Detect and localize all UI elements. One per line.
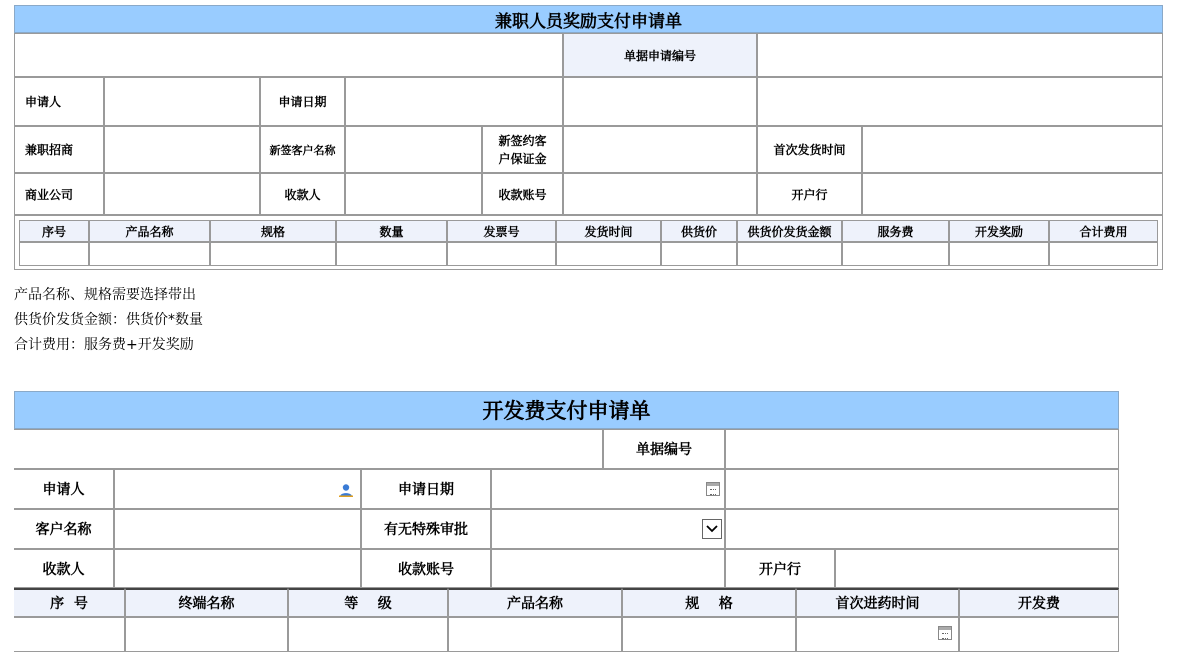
form1-blank-top	[14, 33, 563, 77]
form1-bank-label: 开户行	[757, 173, 862, 215]
form2-doc-no-label: 单据编号	[603, 429, 725, 469]
form1-new-customer-label: 新签客户名称	[260, 126, 345, 173]
form2-col-index: 序 号	[14, 588, 125, 617]
form2-row-first-purchase[interactable]	[796, 617, 959, 652]
user-icon[interactable]	[338, 482, 354, 498]
form2-account-label: 收款账号	[361, 549, 491, 588]
form1-blank-r2a	[563, 77, 757, 126]
form1-row-index[interactable]	[19, 242, 89, 266]
form1-applicant-field[interactable]	[104, 77, 260, 126]
form1-row-total[interactable]	[1049, 242, 1158, 266]
form2-account-field[interactable]	[491, 549, 725, 588]
form2-row-spec[interactable]	[622, 617, 796, 652]
form1-col-spec: 规格	[210, 220, 336, 242]
form2-col-level: 等 级	[288, 588, 448, 617]
form1-bank-field[interactable]	[862, 173, 1163, 215]
form1-row-dev-reward[interactable]	[949, 242, 1049, 266]
form1-merchant-label: 兼职招商	[14, 126, 104, 173]
form1-doc-no-field[interactable]	[757, 33, 1163, 77]
form2-col-first-purchase: 首次进药时间	[796, 588, 959, 617]
form1-col-product: 产品名称	[89, 220, 210, 242]
form2-bank-field[interactable]	[835, 549, 1119, 588]
form1-account-field[interactable]	[563, 173, 757, 215]
form1-deposit-label: 新签约客户保证金	[482, 126, 563, 173]
calendar-icon[interactable]	[706, 482, 720, 496]
form2-row-terminal[interactable]	[125, 617, 288, 652]
form1-col-dev-reward: 开发奖励	[949, 220, 1049, 242]
form1-row-invoice[interactable]	[447, 242, 556, 266]
form1-apply-date-field[interactable]	[345, 77, 563, 126]
form2-apply-date-label: 申请日期	[361, 469, 491, 509]
form2-row-index[interactable]	[14, 617, 125, 652]
form2-doc-no-field[interactable]	[725, 429, 1119, 469]
form2-blank-top	[14, 429, 603, 469]
form2-blank-r2	[725, 469, 1119, 509]
form1-payee-field[interactable]	[345, 173, 482, 215]
chevron-down-icon[interactable]	[702, 519, 722, 539]
form1-row-supply-price[interactable]	[661, 242, 737, 266]
form2-payee-field[interactable]	[114, 549, 361, 588]
form1-account-label: 收款账号	[482, 173, 563, 215]
form1-company-field[interactable]	[104, 173, 260, 215]
form2-payee-label: 收款人	[14, 549, 114, 588]
form2-special-approval-select[interactable]	[491, 509, 725, 549]
form2-blank-r3	[725, 509, 1119, 549]
form2-special-approval-label: 有无特殊审批	[361, 509, 491, 549]
form1-col-ship-time: 发货时间	[556, 220, 661, 242]
form2-applicant-field[interactable]	[114, 469, 361, 509]
form1-col-service-fee: 服务费	[842, 220, 949, 242]
form1-first-ship-label: 首次发货时间	[757, 126, 862, 173]
form2-col-product: 产品名称	[448, 588, 622, 617]
form1-apply-date-label: 申请日期	[260, 77, 345, 126]
note-line-1: 产品名称、规格需要选择带出	[14, 287, 196, 303]
form1-doc-no-label: 单据申请编号	[563, 33, 757, 77]
form1-row-qty[interactable]	[336, 242, 447, 266]
note-line-2: 供货价发货金额：供货价*数量	[14, 312, 203, 328]
form1-col-total: 合计费用	[1049, 220, 1158, 242]
form1-applicant-label: 申请人	[14, 77, 104, 126]
form2-customer-name-field[interactable]	[114, 509, 361, 549]
form1-first-ship-field[interactable]	[862, 126, 1163, 173]
form1-row-supply-amount[interactable]	[737, 242, 842, 266]
form1-deposit-field[interactable]	[563, 126, 757, 173]
form1-col-supply-amount: 供货价发货金额	[737, 220, 842, 242]
form2-row-dev-fee[interactable]	[959, 617, 1119, 652]
calendar-icon[interactable]	[938, 626, 952, 640]
form2-col-dev-fee: 开发费	[959, 588, 1119, 617]
form2-customer-name-label: 客户名称	[14, 509, 114, 549]
note-line-3: 合计费用：服务费+开发奖励	[14, 337, 194, 353]
form2-applicant-label: 申请人	[14, 469, 114, 509]
form1-col-supply-price: 供货价	[661, 220, 737, 242]
form2-apply-date-field[interactable]	[491, 469, 725, 509]
form2-row-level[interactable]	[288, 617, 448, 652]
form1-merchant-field[interactable]	[104, 126, 260, 173]
form1-company-label: 商业公司	[14, 173, 104, 215]
form1-col-qty: 数量	[336, 220, 447, 242]
form2-col-terminal: 终端名称	[125, 588, 288, 617]
form1-payee-label: 收款人	[260, 173, 345, 215]
form1-new-customer-field[interactable]	[345, 126, 482, 173]
form1-title: 兼职人员奖励支付申请单	[14, 5, 1163, 33]
form2-row-product[interactable]	[448, 617, 622, 652]
form1-row-service-fee[interactable]	[842, 242, 949, 266]
form1-row-spec[interactable]	[210, 242, 336, 266]
form1-col-invoice: 发票号	[447, 220, 556, 242]
form1-col-index: 序号	[19, 220, 89, 242]
form1-row-ship-time[interactable]	[556, 242, 661, 266]
form1-row-product[interactable]	[89, 242, 210, 266]
form2-bank-label: 开户行	[725, 549, 835, 588]
form1-blank-r2b	[757, 77, 1163, 126]
form2-title: 开发费支付申请单	[14, 391, 1119, 429]
form2-col-spec: 规 格	[622, 588, 796, 617]
